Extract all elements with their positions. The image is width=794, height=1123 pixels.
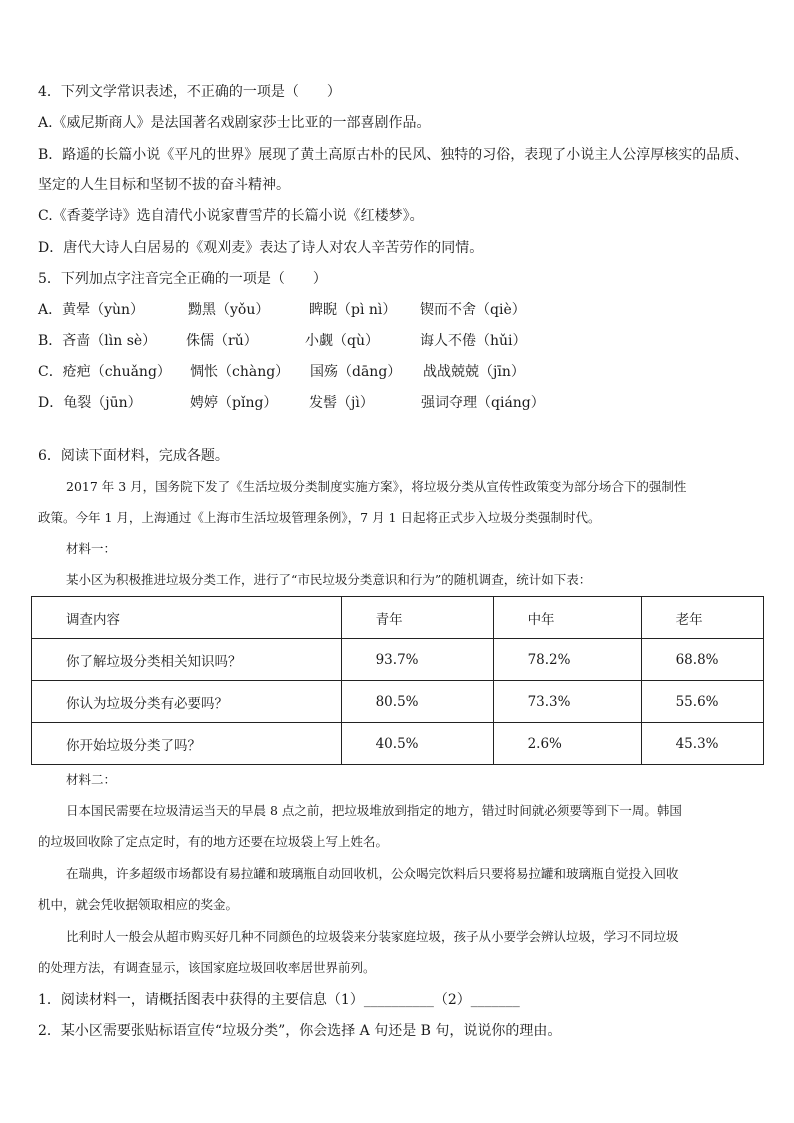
q5-option-a-word3: 睥睨（pì nì） [309, 302, 397, 318]
table-cell: 45.3% [641, 723, 763, 765]
q5-option-b-word2: 侏儒（rǔ） [186, 333, 258, 349]
question-6-stem: 6．阅读下面材料，完成各题。 [38, 448, 229, 464]
table-cell: 你开始垃圾分类了吗？ [32, 723, 342, 765]
q5-option-c-word2: 惆怅（chàng） [190, 364, 290, 380]
question-4-option-a: A.《威尼斯商人》是法国著名戏剧家莎士比亚的一部喜剧作品。 [38, 115, 431, 131]
q5-option-d-word3: 发髻（jì） [309, 395, 374, 411]
q5-option-b-word1: B．吝啬（lìn sè） [38, 333, 157, 349]
question-4-option-d: D．唐代大诗人白居易的《观刈麦》表达了诗人对农人辛苦劳作的同情。 [38, 240, 484, 256]
q5-option-c-word1: C．疮疤（chuǎng） [38, 364, 171, 380]
q5-option-a-word2: 黝黑（yǒu） [188, 302, 270, 318]
material-2-para1-line1: 日本国民需要在垃圾清运当天的早晨 8 点之前，把垃圾堆放到指定的地方，错过时间就必须要等到下一周。韩国 [66, 803, 682, 818]
table-row [32, 639, 764, 681]
table-cell: 80.5% [341, 681, 493, 723]
q6-intro-line1: 2017 年 3 月，国务院下发了《生活垃圾分类制度实施方案》，将垃圾分类从宣传性政策变为部分场合下的强制性 [66, 479, 687, 494]
table-cell: 78.2% [493, 639, 641, 681]
sub-question-2: 2．某小区需要张贴标语宣传“垃圾分类”，你会选择 A 句还是 B 句，说说你的理由。 [38, 1023, 562, 1039]
question-4-option-b-line1: B．路遥的长篇小说《平凡的世界》展现了黄土高原古朴的民风、独特的习俗，表现了小说主人公淳厚核实的品质、 [38, 147, 749, 163]
question-4-option-b-line2: 坚定的人生目标和坚韧不拔的奋斗精神。 [38, 177, 290, 193]
table-header-cell: 老年 [641, 597, 763, 639]
q5-option-d-word1: D．龟裂（jūn） [38, 395, 142, 411]
table-header-cell: 调查内容 [32, 597, 342, 639]
question-4-option-c: C.《香菱学诗》选自清代小说家曹雪芹的长篇小说《红楼梦》。 [38, 208, 424, 224]
question-5-stem: 5．下列加点字注音完全正确的一项是（ ） [38, 271, 327, 287]
q5-option-c-word4: 战战兢兢（jīn） [423, 364, 525, 380]
table-cell: 你了解垃圾分类相关知识吗？ [32, 639, 342, 681]
table-row [32, 681, 764, 723]
q5-option-c-word3: 国殇（dāng） [310, 364, 402, 380]
q5-option-a-word4: 锲而不舍（qiè） [420, 302, 526, 318]
table-header-cell: 中年 [493, 597, 641, 639]
q5-option-d-word4: 强词夺理（qiáng） [421, 395, 545, 411]
q5-option-b-word3: 小觑（qù） [305, 333, 379, 349]
material-1-label: 材料一： [66, 541, 117, 556]
material-1-text: 某小区为积极推进垃圾分类工作，进行了“市民垃圾分类意识和行为”的随机调查，统计如下表： [66, 572, 592, 587]
table-cell: 68.8% [641, 639, 763, 681]
q5-option-b-word4: 诲人不倦（hǔi） [420, 333, 527, 349]
table-header-cell: 青年 [341, 597, 493, 639]
material-2-para1-line2: 的垃圾回收除了定点定时，有的地方还要在垃圾袋上写上姓名。 [38, 834, 389, 849]
table-cell: 93.7% [341, 639, 493, 681]
survey-table [31, 596, 764, 765]
table-cell: 2.6% [493, 723, 641, 765]
sub-question-1: 1．阅读材料一，请概括图表中获得的主要信息（1）__________（2）_______ [38, 992, 520, 1008]
table-cell: 55.6% [641, 681, 763, 723]
material-2-para2-line1: 在瑞典，许多超级市场都设有易拉罐和玻璃瓶自动回收机，公众喝完饮料后只要将易拉罐和玻璃瓶自觉投入回收 [66, 866, 679, 881]
table-row [32, 723, 764, 765]
q5-option-a-word1: A．黄晕（yùn） [38, 302, 145, 318]
table-cell: 73.3% [493, 681, 641, 723]
material-2-para2-line2: 机中，就会凭收据领取相应的奖金。 [38, 897, 239, 912]
q5-option-d-word2: 娉婷（pǐng） [190, 395, 278, 411]
material-2-para3-line2: 的处理方法，有调查显示，该国家庭垃圾回收率居世界前列。 [38, 960, 376, 975]
question-4-stem: 4．下列文学常识表述，不正确的一项是（ ） [38, 84, 341, 100]
q6-intro-line2: 政策。今年 1 月，上海通过《上海市生活垃圾管理条例》，7 月 1 日起将正式步入垃圾分类强制时代。 [38, 510, 601, 525]
table-cell: 你认为垃圾分类有必要吗？ [32, 681, 342, 723]
table-cell: 40.5% [341, 723, 493, 765]
table-header-row [32, 597, 764, 639]
material-2-para3-line1: 比利时人一般会从超市购买好几种不同颜色的垃圾袋来分装家庭垃圾，孩子从小要学会辨认垃圾，学习不同垃圾 [66, 929, 679, 944]
material-2-label: 材料二： [66, 772, 117, 787]
